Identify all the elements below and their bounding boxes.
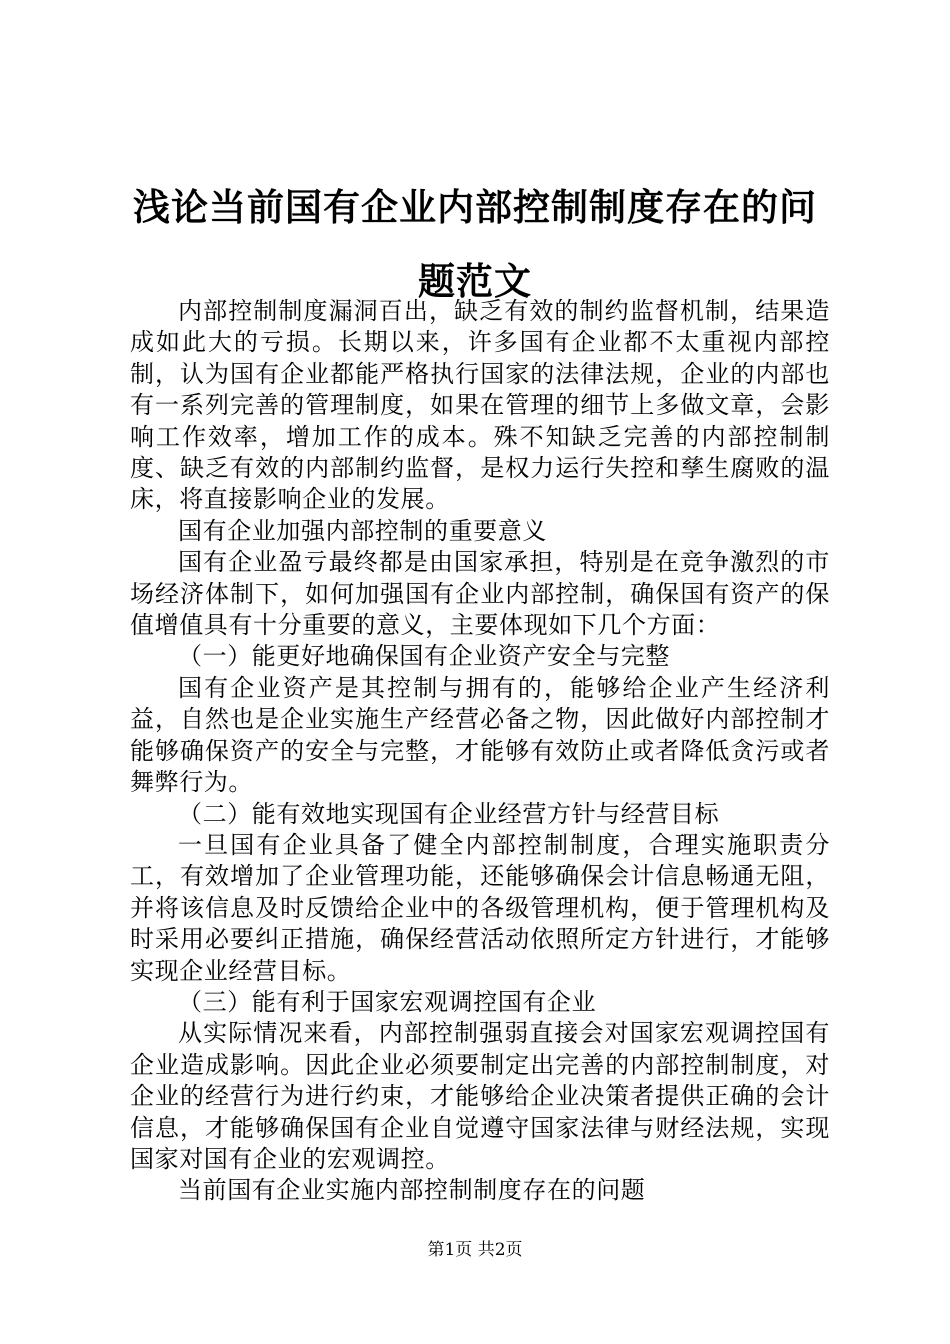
paragraph-macro-control: 从实际情况来看，内部控制强弱直接会对国家宏观调控国有企业造成影响。因此企业必须要制定出完善的内部控制制度，对企业的经营行为进行约束，才能够给企业决策者提供正确的会计信息，才能够确保国有企业自觉遵守国家法律与财经法规，实现国家对国有企业的宏观调控。 <box>130 1019 830 1173</box>
document-body <box>130 296 830 1207</box>
page-number-footer: 第1页 共2页 <box>427 1240 523 1260</box>
paragraph-asset-safety: 国有企业资产是其控制与拥有的，能够给企业产生经济利益，自然也是企业实施生产经营必备之物，因此做好内部控制才能够确保资产的安全与完整，才能够有效防止或者降低贪污或者舞弊行为。 <box>130 673 830 797</box>
subheading-macro-control: （三）能有利于国家宏观调控国有企业 <box>178 987 597 1016</box>
paragraph-business-goals: 一旦国有企业具备了健全内部控制制度，合理实施职责分工，有效增加了企业管理功能，还能够确保会计信息畅通无阻，并将该信息及时反馈给企业中的各级管理机构，便于管理机构及时采用必要纠正措施，确保经营活动依照所定方针进行，才能够实现企业经营目标。 <box>130 830 830 985</box>
section-heading-importance: 国有企业加强内部控制的重要意义 <box>178 516 547 545</box>
paragraph-importance: 国有企业盈亏最终都是由国家承担，特别是在竞争激烈的市场经济体制下，如何加强国有企业内部控制，确保国有资产的保值增值具有十分重要的意义，主要体现如下几个方面： <box>130 548 830 640</box>
section-heading-problems: 当前国有企业实施内部控制制度存在的问题 <box>178 1176 646 1205</box>
document-title: 浅论当前国有企业内部控制制度存在的问题范文 <box>133 185 817 303</box>
paragraph-intro: 内部控制制度漏洞百出，缺乏有效的制约监督机制，结果造成如此大的亏损。长期以来，许多国有企业都不太重视内部控制，认为国有企业都能严格执行国家的法律法规，企业的内部也有一系列完善的管理制度，如果在管理的细节上多做文章，会影响工作效率，增加工作的成本。殊不知缺乏完善的内部控制制度、缺乏有效的内部制约监督，是权力运行失控和孳生腐败的温床，将直接影响企业的发展。 <box>130 297 830 514</box>
subheading-business-goals: （二）能有效地实现国有企业经营方针与经营目标 <box>178 799 720 828</box>
subheading-asset-safety: （一）能更好地确保国有企业资产安全与完整 <box>178 642 670 671</box>
